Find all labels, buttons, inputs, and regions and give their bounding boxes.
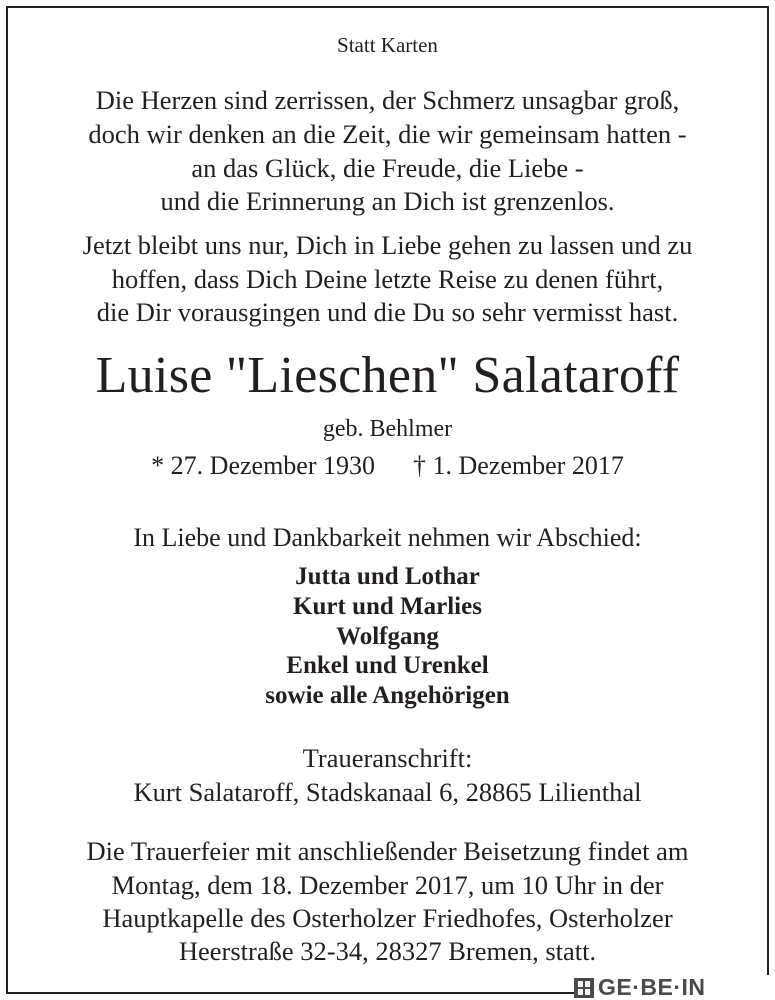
gebein-mark-icon xyxy=(574,978,594,998)
verse2-line: hoffen, dass Dich Deine letzte Reise zu denen führt, xyxy=(111,264,664,294)
address-text: Kurt Salataroff, Stadskanaal 6, 28865 Lilienthal xyxy=(133,777,642,807)
service-line: Hauptkapelle des Osterholzer Friedhofes, Osterholzer xyxy=(102,903,673,933)
deceased-name: Luise "Lieschen" Salataroff xyxy=(95,347,680,404)
verse1-line: doch wir denken an die Zeit, die wir gemeinsam hatten - xyxy=(88,119,687,149)
service-line: Die Trauerfeier mit anschließender Beisetzung findet am xyxy=(86,836,689,866)
death-date: † 1. Dezember 2017 xyxy=(413,451,624,480)
gebein-logo xyxy=(574,975,771,1000)
verse1-line: an das Glück, die Freude, die Liebe - xyxy=(191,153,584,183)
verse2-line: die Dir vorausgingen und die Du so sehr vermisst hast. xyxy=(96,297,679,327)
header-statt-karten: Statt Karten xyxy=(337,33,438,57)
mourner-name: Wolfgang xyxy=(336,623,439,650)
farewell-line: In Liebe und Dankbarkeit nehmen wir Abschied: xyxy=(133,523,642,552)
maiden-name: geb. Behlmer xyxy=(322,416,453,442)
birth-date: * 27. Dezember 1930 xyxy=(151,451,375,480)
logo-text: GE·BE·IN xyxy=(598,974,706,1000)
mourner-name: sowie alle Angehörigen xyxy=(265,682,510,709)
service-line: Montag, dem 18. Dezember 2017, um 10 Uhr in der xyxy=(111,870,664,900)
verse1-line: Die Herzen sind zerrissen, der Schmerz unsagbar groß, xyxy=(95,85,680,115)
service-line: Heerstraße 32-34, 28327 Bremen, statt. xyxy=(178,936,597,966)
mourner-name: Jutta und Lothar xyxy=(295,563,480,590)
life-dates xyxy=(0,451,775,481)
mourner-name: Enkel und Urenkel xyxy=(286,652,489,679)
verse2-line: Jetzt bleibt uns nur, Dich in Liebe gehen zu lassen und zu xyxy=(82,230,693,260)
verse1-line: und die Erinnerung an Dich ist grenzenlos. xyxy=(160,186,615,216)
mourner-name: Kurt und Marlies xyxy=(293,593,482,620)
address-label: Traueranschrift: xyxy=(302,743,473,773)
